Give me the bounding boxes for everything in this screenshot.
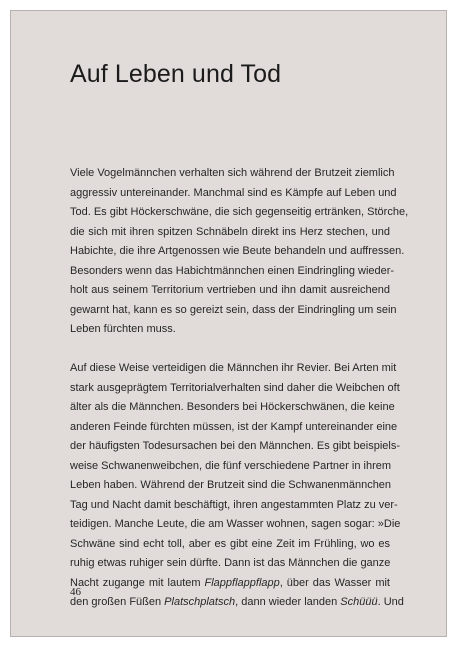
text-segment: Leben haben. Während der Brutzeit sind die Schwanenmännchen <box>70 479 392 491</box>
text-line <box>70 535 390 555</box>
text-segment: Tag und Nacht damit beschäftigt, ihren angestammten Platz zu ver- <box>70 498 398 511</box>
text-segment: älter als die Männchen. Besonders bei Höckerschwänen, die keine <box>70 401 395 413</box>
text-line <box>70 515 401 535</box>
paragraph-gap <box>70 340 390 360</box>
text-line <box>70 242 405 262</box>
text-line <box>70 476 390 496</box>
paragraph <box>70 164 409 340</box>
text-segment: . Und <box>377 596 404 608</box>
italic-text: Platschplatsch <box>164 596 236 608</box>
text-segment: Tod. Es gibt Höckerschwäne, die sich gegenseitig ertränken, Störche, <box>70 206 409 218</box>
page-number: 46 <box>70 586 81 598</box>
text-line <box>70 262 395 282</box>
text-line <box>70 593 404 613</box>
italic-text: Schüüü <box>340 596 378 608</box>
text-segment: Viele Vogelmännchen verhalten sich während der Brutzeit ziemlich <box>70 167 395 179</box>
text-segment: der häufigsten Todesursachen bei den Männchen. Es gibt beispiels- <box>70 440 401 452</box>
text-line <box>70 379 400 399</box>
text-line <box>70 320 390 340</box>
text-segment: teidigen. Manche Leute, die am Wasser wohnen, sagen sogar: »Die <box>70 518 401 530</box>
text-segment: stark ausgeprägtem Territorialverhalten sind daher die Weibchen oft <box>70 381 400 394</box>
paragraph <box>70 359 404 613</box>
text-segment: Schwäne sind echt toll, aber es gibt eine Zeit im Frühling, wo es <box>70 537 390 550</box>
text-line <box>70 203 409 223</box>
text-segment: holt aus seinem Territorium vertrieben und ihn damit ausreichend <box>70 284 390 296</box>
text-line <box>70 281 390 301</box>
text-segment: die sich mit ihren spitzen Schnäbeln direkt ins Herz stechen, und <box>70 225 390 238</box>
text-segment: aggressiv untereinander. Manchmal sind es Kämpfe auf Leben und <box>70 186 397 199</box>
book-page <box>10 10 447 637</box>
text-line <box>70 496 398 516</box>
text-segment: Habichte, die ihre Artgenossen wie Beute behandeln und auffressen. <box>70 245 405 257</box>
text-segment: ruhig etwas ruhiger sein dürfte. Dann ist das Männchen die ganze <box>70 557 391 569</box>
text-segment: anderen Feinde fürchten müssen, ist der Kampf untereinander eine <box>70 420 398 433</box>
text-line <box>70 418 398 438</box>
text-line <box>70 554 390 574</box>
text-line <box>70 359 397 379</box>
text-line <box>70 164 395 184</box>
text-segment: den großen Füßen <box>70 596 165 608</box>
body-text <box>70 164 409 613</box>
text-segment: Auf diese Weise verteidigen die Männchen ihr Revier. Bei Arten mit <box>70 362 397 374</box>
text-line <box>70 184 397 204</box>
text-line <box>70 398 395 418</box>
text-line <box>70 457 390 477</box>
text-line <box>70 437 401 457</box>
text-segment: gewarnt hat, kann es so gereizt sein, dass der Eindringling um sein <box>70 303 397 316</box>
text-segment: Leben fürchten muss. <box>70 323 176 335</box>
text-segment: weise Schwanenweibchen, die fünf verschiedene Partner in ihrem <box>70 459 392 472</box>
text-segment: Besonders wenn das Habichtmännchen einen Eindringling wieder- <box>70 264 395 277</box>
text-segment: , über das Wasser mit <box>279 576 390 589</box>
text-line <box>70 574 390 594</box>
text-line <box>70 301 397 321</box>
text-segment: , dann wieder landen <box>235 596 341 608</box>
chapter-title: Auf Leben und Tod <box>70 60 282 88</box>
italic-text: Flappflappflapp <box>204 576 280 589</box>
text-segment: Nacht zugange mit lautem <box>70 576 205 589</box>
text-line <box>70 223 390 243</box>
